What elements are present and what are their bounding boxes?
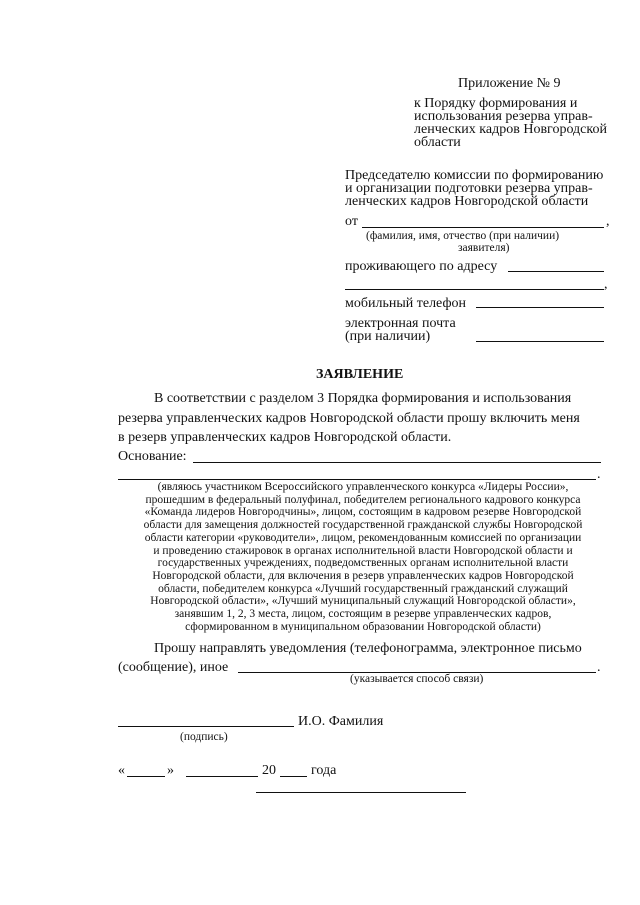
basis-end: .: [597, 467, 601, 482]
appendix-line-4: области: [414, 135, 461, 150]
date-open-quote: «: [118, 763, 125, 778]
basis-explanation-line-7: государственных учреждениях, подведомственных органам исполнительной власти: [157, 557, 569, 570]
basis-explanation-line-6: и проведению стажировок в органах исполнительной власти Новгородской области и: [153, 544, 573, 557]
date-day-field[interactable]: [127, 776, 165, 777]
addressee-line-3: ленческих кадров Новгородской области: [345, 194, 589, 209]
statement-body-line-1: В соответствии с разделом 3 Порядка формирования и использования: [154, 391, 572, 406]
from-label: от: [345, 214, 358, 229]
date-year-field[interactable]: [280, 776, 307, 777]
notify-line-2: (сообщение), иное: [118, 660, 229, 675]
addressee-line-1: Председателю комиссии по формированию: [345, 168, 604, 183]
basis-field-line-2[interactable]: [118, 479, 596, 480]
appendix-line-1: к Порядку формирования и: [414, 96, 578, 111]
statement-body-line-3: в резерв управленческих кадров Новгородской области.: [118, 430, 452, 445]
date-close-quote: »: [167, 763, 174, 778]
phone-label: мобильный телефон: [345, 296, 467, 311]
basis-field-line-1[interactable]: [193, 462, 601, 463]
notify-end: .: [597, 660, 601, 675]
statement-heading: ЗАЯВЛЕНИЕ: [316, 367, 404, 382]
basis-explanation-line-4: области для замещения должностей государственной гражданской службы Новгородской: [143, 519, 583, 532]
signature-field-line[interactable]: [118, 726, 294, 727]
basis-explanation-line-10: Новгородской области», «Лучший муниципальный служащий Новгородской области»,: [150, 595, 576, 608]
email-field-line[interactable]: [476, 341, 604, 342]
notify-line-1: Прошу направлять уведомления (телефонограмма, электронное письмо: [154, 641, 582, 656]
notify-hint: (указывается способ связи): [350, 673, 484, 685]
basis-explanation-line-2: прошедшим в федеральный полуфинал, победителем регионального кадрового конкурса: [145, 493, 581, 506]
basis-explanation-line-3: «Команда лидеров Новгородчины», лицом, состоящим в кадровом резерве Новгородской: [144, 506, 582, 519]
address-field-line-2[interactable]: [345, 289, 604, 290]
basis-explanation-line-12: сформированном в муниципальном образовании Новгородской области): [185, 620, 541, 633]
signature-name: И.О. Фамилия: [298, 714, 384, 729]
address-label: проживающего по адресу: [345, 259, 498, 274]
statement-body-line-2: резерва управленческих кадров Новгородской области прошу включить меня: [118, 411, 580, 426]
basis-explanation-line-8: Новгородской области, для включения в резерв управленческих кадров Новгородской: [152, 569, 574, 582]
from-comma: ,: [606, 214, 610, 229]
basis-explanation-line-9: области, победителем конкурса «Лучший государственный гражданский служащий: [158, 582, 568, 595]
basis-explanation-line-1: (являюсь участником Всероссийского управленческого конкурса «Лидеры России»,: [157, 481, 569, 493]
from-field-line[interactable]: [362, 227, 604, 228]
address-field-line-1[interactable]: [508, 271, 604, 272]
address-comma: ,: [604, 277, 608, 292]
basis-explanation-line-5: области категории «руководители», лицом, рекомендованным комиссией по организации: [144, 531, 582, 544]
from-hint-1: (фамилия, имя, отчество (при наличии): [366, 230, 560, 242]
email-label-1: электронная почта: [345, 316, 456, 331]
date-year-suffix: года: [311, 763, 337, 778]
email-label-2: (при наличии): [345, 329, 431, 344]
bottom-divider: [256, 792, 466, 793]
date-month-field[interactable]: [186, 776, 258, 777]
signature-hint: (подпись): [180, 731, 228, 743]
date-year-prefix: 20: [262, 763, 276, 778]
appendix-line-2: использования резерва управ-: [414, 109, 593, 124]
appendix-title: Приложение № 9: [458, 76, 561, 91]
basis-label: Основание:: [118, 449, 187, 464]
addressee-line-2: и организации подготовки резерва управ-: [345, 181, 593, 196]
basis-explanation-line-11: занявшим 1, 2, 3 места, лицом, состоящим в резерве управленческих кадров,: [174, 608, 552, 620]
from-hint-2: заявителя): [458, 242, 510, 254]
appendix-line-3: ленческих кадров Новгородской: [414, 122, 607, 137]
phone-field-line[interactable]: [476, 307, 604, 308]
